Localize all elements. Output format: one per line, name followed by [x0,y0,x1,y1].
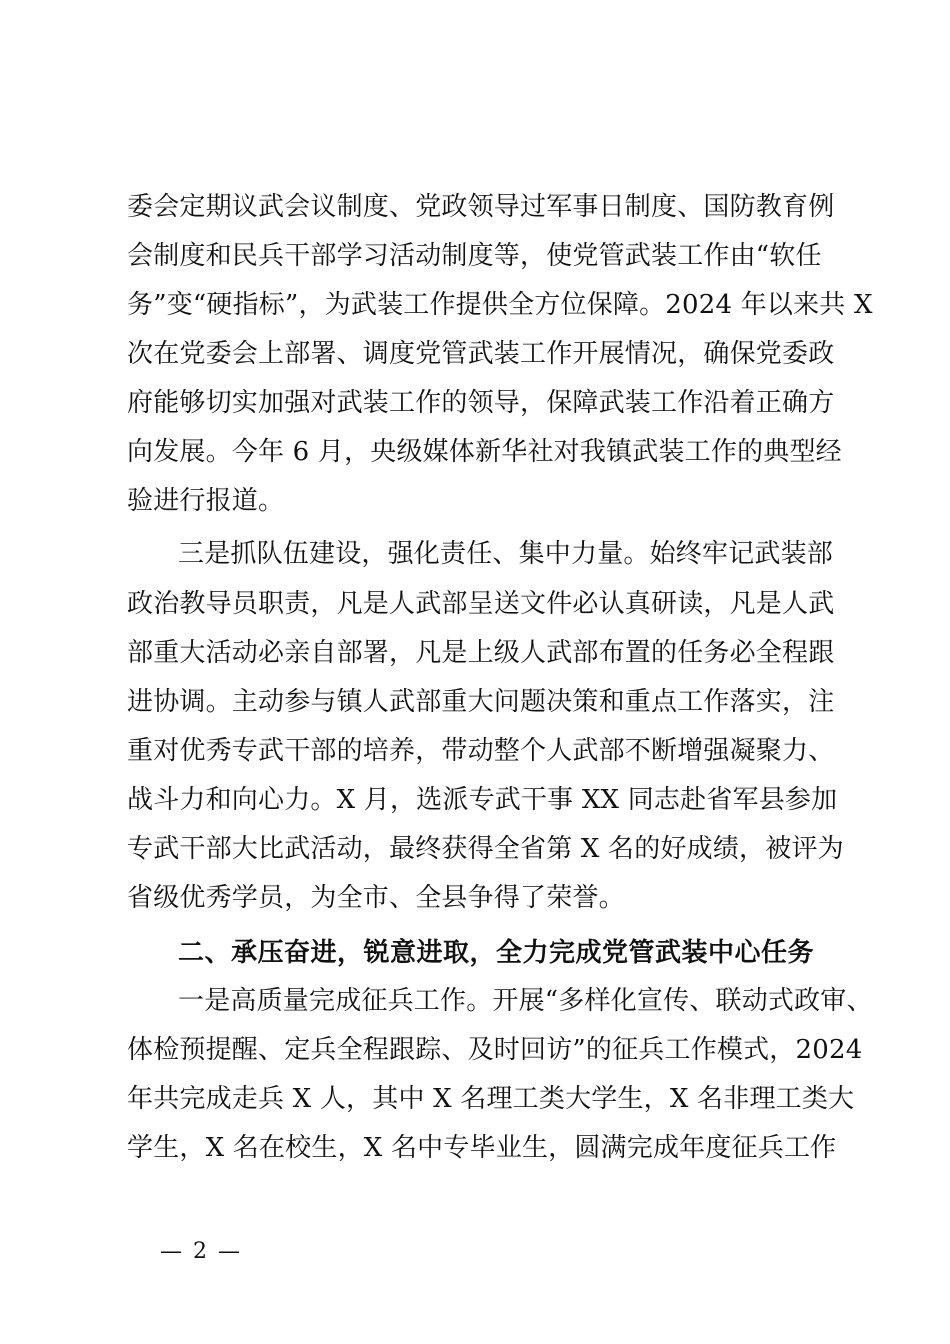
body-text-line: 重对优秀专武干部的培养，带动整个人武部不断增强凝聚力、 [127,736,835,766]
body-text-line: 战斗力和向心力。X 月，选派专武干事 XX 同志赴省军县参加 [127,785,838,815]
body-text-line: 验进行报道。 [127,486,285,516]
body-text-line: 年共完成走兵 X 人，其中 X 名理工类大学生，X 名非理工类大 [127,1084,855,1114]
body-text-line: 次在党委会上部署、调度党管武装工作开展情况，确保党委政 [127,339,835,369]
body-text-line: 部重大活动必亲自部署，凡是上级人武部布置的任务必全程跟 [127,638,835,668]
body-text-line: 学生，X 名在校生，X 名中专毕业生，圆满完成年度征兵工作 [127,1133,837,1163]
page-number: — 2 — [160,1239,242,1264]
body-text-line: 体检预提醒、定兵全程跟踪、及时回访”的征兵工作模式，2024 [127,1035,863,1065]
body-text-line: 向发展。今年 6 月，央级媒体新华社对我镇武装工作的典型经 [127,437,842,467]
body-text-line: 委会定期议武会议制度、党政领导过军事日制度、国防教育例 [127,192,835,222]
body-text-line: 会制度和民兵干部学习活动制度等，使党管武装工作由“软任 [127,241,822,271]
body-text-line: 政治教导员职责，凡是人武部呈送文件必认真研读，凡是人武 [127,589,835,619]
paragraph-first-line: 一是高质量完成征兵工作。开展“多样化宣传、联动式政审、 [178,986,873,1016]
body-text-line: 进协调。主动参与镇人武部重大问题决策和重点工作落实，注 [127,687,835,717]
paragraph-first-line: 三是抓队伍建设，强化责任、集中力量。始终牢记武装部 [178,539,834,569]
body-text-line: 务”变“硬指标”，为武装工作提供全方位保障。2024 年以来共 X [127,290,873,320]
body-text-line: 专武干部大比武活动，最终获得全省第 X 名的好成绩，被评为 [127,834,844,864]
section-heading: 二、承压奋进，锐意进取，全力完成党管武装中心任务 [178,938,815,968]
body-text-line: 省级优秀学员，为全市、全县争得了荣誉。 [127,883,625,913]
body-text-line: 府能够切实加强对武装工作的领导，保障武装工作沿着正确方 [127,388,835,418]
